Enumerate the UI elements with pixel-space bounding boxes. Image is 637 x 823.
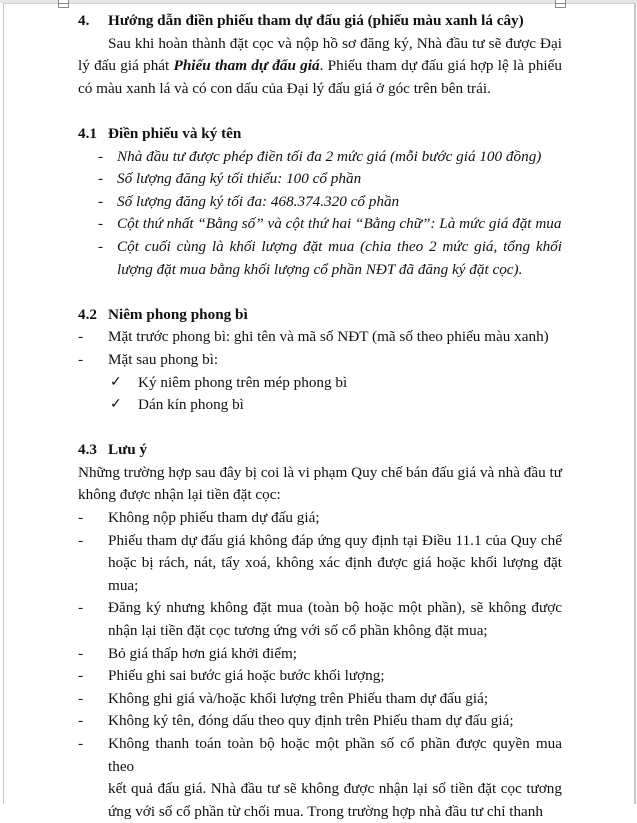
dash-bullet: - bbox=[78, 689, 84, 707]
paragraph-line bbox=[78, 33, 562, 56]
dash-bullet: - bbox=[78, 328, 84, 346]
section-title: Lưu ý bbox=[108, 441, 148, 459]
list-item-text: Mặt trước phong bì: ghi tên và mã số NĐT (mã số theo phiếu màu xanh) bbox=[108, 328, 549, 346]
section-4-1-heading bbox=[78, 123, 562, 146]
dash-bullet: - bbox=[78, 350, 84, 368]
section-title: Hướng dẫn điền phiếu tham dự đấu giá (phiếu màu xanh lá cây) bbox=[108, 12, 524, 29]
sub-list-item bbox=[78, 394, 562, 417]
list-item-text bbox=[108, 597, 562, 642]
dash-bullet: - bbox=[98, 215, 104, 233]
section-title: Niêm phong phong bì bbox=[108, 305, 248, 323]
sub-list-item bbox=[78, 372, 562, 395]
list-item bbox=[78, 349, 562, 372]
list-item bbox=[78, 733, 562, 823]
paragraph-line bbox=[78, 462, 562, 485]
text-run: Sau khi hoàn thành đặt cọc và nộp hồ sơ đăng ký, Nhà đầu tư sẽ được Đại bbox=[108, 34, 562, 52]
page-border-right bbox=[634, 3, 636, 804]
list-item bbox=[78, 146, 562, 169]
list-item-text bbox=[117, 236, 562, 281]
dash-bullet: - bbox=[98, 237, 104, 255]
list-item-text bbox=[108, 530, 562, 598]
list-item-line: Phiếu tham dự đấu giá không đáp ứng quy định tại Điều 11.1 của Quy chế bbox=[108, 531, 562, 549]
emphasis-term: Phiếu tham dự đấu giá bbox=[173, 57, 320, 75]
list-item-line: lượng đặt mua bằng khối lượng cổ phần NĐT đã đăng ký đặt cọc). bbox=[117, 260, 523, 278]
section-number: 4. bbox=[78, 12, 90, 29]
list-item bbox=[78, 643, 562, 666]
list-item bbox=[78, 710, 562, 733]
dash-bullet: - bbox=[78, 712, 84, 730]
list-item-line: kết quả đấu giá. Nhà đầu tư sẽ không được nhận lại số tiền đặt cọc tương bbox=[108, 780, 562, 798]
list-item-line: Cột cuối cùng là khối lượng đặt mua (chia theo 2 mức giá, tổng khối bbox=[117, 237, 562, 255]
dash-bullet: - bbox=[78, 644, 84, 662]
list-item-line: Không ký tên, đóng dấu theo quy định trên Phiếu tham dự đấu giá; bbox=[108, 712, 514, 730]
list-item-line: Phiếu ghi sai bước giá hoặc bước khối lượng; bbox=[108, 667, 385, 685]
text-run: . Phiếu tham dự đấu giá hợp lệ là phiếu bbox=[319, 57, 562, 75]
dash-bullet: - bbox=[98, 170, 104, 188]
list-item-line: Đăng ký nhưng không đặt mua (toàn bộ hoặc một phần), sẽ không được bbox=[108, 599, 562, 617]
list-item bbox=[78, 507, 562, 530]
list-item-text bbox=[108, 688, 562, 711]
list-item-line: Không thanh toán toàn bộ hoặc một phần số cổ phần được quyền mua theo bbox=[108, 735, 562, 775]
list-item bbox=[78, 597, 562, 642]
list-item-text bbox=[108, 733, 562, 823]
list-item-text: Mặt sau phong bì: bbox=[108, 350, 219, 368]
text-run: lý đấu giá phát bbox=[78, 57, 174, 75]
list-item-line: ứng với số cổ phần từ chối mua. Trong trường hợp nhà đầu tư chỉ thanh bbox=[108, 802, 543, 820]
list-item-text bbox=[117, 191, 562, 214]
list-item bbox=[78, 236, 562, 281]
paragraph-line bbox=[78, 55, 562, 78]
list-item bbox=[78, 191, 562, 214]
section-title: Điền phiếu và ký tên bbox=[108, 124, 242, 142]
sub-list-item-text: Ký niêm phong trên mép phong bì bbox=[138, 373, 348, 391]
text-run: không được nhận lại tiền đặt cọc: bbox=[78, 486, 281, 504]
list-item-text bbox=[117, 213, 562, 236]
list-item-line: Số lượng đăng ký tối thiểu: 100 cổ phần bbox=[117, 170, 362, 188]
list-item-line: Số lượng đăng ký tối đa: 468.374.320 cổ phần bbox=[117, 192, 400, 210]
list-item bbox=[78, 326, 562, 349]
page-border-top bbox=[3, 3, 634, 4]
dash-bullet: - bbox=[98, 147, 104, 165]
section-4-3-list bbox=[78, 507, 562, 823]
section-number: 4.3 bbox=[78, 441, 97, 459]
list-item bbox=[78, 168, 562, 191]
text-run: Những trường hợp sau đây bị coi là vi phạm Quy chế bán đấu giá và nhà đầu tư bbox=[78, 463, 562, 481]
section-number: 4.2 bbox=[78, 305, 97, 323]
dash-bullet: - bbox=[78, 531, 84, 549]
section-4-3-heading bbox=[78, 439, 562, 462]
document-page bbox=[78, 10, 562, 823]
text-run: có màu xanh lá và có con dấu của Đại lý đấu giá ở góc trên bên trái. bbox=[78, 79, 491, 97]
list-item-text bbox=[117, 168, 562, 191]
list-item-text bbox=[108, 507, 562, 530]
list-item-line: hoặc bị rách, nát, tẩy xoá, không xác định được giá hoặc khối lượng đặt bbox=[108, 554, 562, 572]
page-border-left bbox=[3, 3, 4, 804]
dash-bullet: - bbox=[98, 192, 104, 210]
section-4-1-list bbox=[78, 146, 562, 282]
list-item bbox=[78, 530, 562, 598]
list-item-line: Không ghi giá và/hoặc khối lượng trên Phiếu tham dự đấu giá; bbox=[108, 689, 489, 707]
section-4-heading bbox=[78, 10, 562, 33]
list-item-text bbox=[108, 710, 562, 733]
paragraph-line bbox=[78, 484, 562, 507]
dash-bullet: - bbox=[78, 509, 84, 527]
list-item bbox=[78, 688, 562, 711]
dash-bullet: - bbox=[78, 735, 84, 752]
dash-bullet: - bbox=[78, 599, 84, 617]
list-item bbox=[78, 213, 562, 236]
list-item-line: Nhà đầu tư được phép điền tối đa 2 mức giá (mỗi bước giá 100 đồng) bbox=[117, 147, 542, 165]
sub-list-item-text: Dán kín phong bì bbox=[138, 396, 244, 414]
section-number: 4.1 bbox=[78, 124, 97, 142]
list-item-line: nhận lại tiền đặt cọc tương ứng với số cổ phần không đặt mua; bbox=[108, 622, 488, 640]
list-item-text bbox=[108, 665, 562, 688]
crop-mark-left-icon bbox=[58, 0, 69, 8]
list-item-line: Không nộp phiếu tham dự đấu giá; bbox=[108, 509, 320, 527]
list-item-text bbox=[117, 146, 562, 169]
list-item-line: Cột thứ nhất “Bằng số” và cột thứ hai “Bằng chữ”: Là mức giá đặt mua bbox=[117, 215, 562, 233]
crop-mark-right-icon bbox=[555, 0, 566, 8]
paragraph-line bbox=[78, 78, 562, 101]
checkmark-icon: ✓ bbox=[110, 397, 122, 413]
list-item-line: mua; bbox=[108, 576, 139, 594]
section-4-2-heading bbox=[78, 304, 562, 327]
list-item-text bbox=[108, 643, 562, 666]
list-item bbox=[78, 665, 562, 688]
dash-bullet: - bbox=[78, 667, 84, 685]
list-item-line: Bỏ giá thấp hơn giá khởi điểm; bbox=[108, 644, 298, 662]
checkmark-icon: ✓ bbox=[110, 374, 122, 390]
